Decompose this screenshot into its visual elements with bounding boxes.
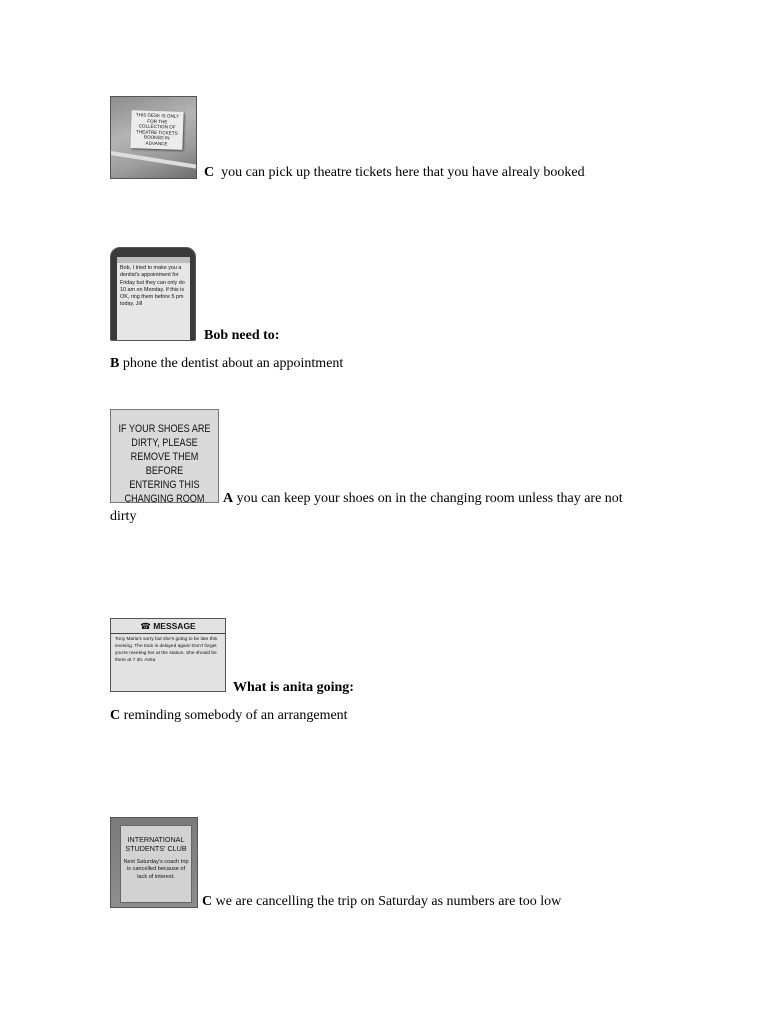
sms-text: Bob, I tried to make you a dentist's appointment for Friday but they can only do 10 am on Monday. If this is OK, ring them before 5 pm today. Jill bbox=[120, 265, 185, 308]
answer-text: we are cancelling the trip on Saturday as numbers are too low bbox=[215, 894, 562, 909]
message-pad-photo bbox=[110, 618, 226, 692]
theatre-desk-sign-photo bbox=[110, 96, 197, 179]
answer-text: you can keep your shoes on in the changing room unless thay are not bbox=[236, 491, 623, 506]
message-header bbox=[111, 619, 225, 634]
answer-letter: C bbox=[202, 894, 213, 909]
notice-paper bbox=[120, 825, 192, 903]
answer-5 bbox=[202, 893, 561, 910]
telephone-icon: ☎ bbox=[140, 621, 151, 631]
message-header-label: MESSAGE bbox=[153, 621, 196, 631]
notice-title: INTERNATIONAL STUDENTS' CLUB bbox=[125, 835, 187, 853]
answer-text: you can pick up theatre tickets here that you have alrealy booked bbox=[221, 165, 585, 180]
sign-text: THIS DESK IS ONLY FOR THE COLLECTION OF THEATRE TICKETS BOOKED IN ADVANCE bbox=[135, 112, 180, 147]
message-text: Tony Maria's sorry but she's going to be late this evening. The train is delayed again! Don't forget you're meeting her at the station. She should be there at 7.30. Anita bbox=[115, 637, 218, 663]
club-notice-photo bbox=[110, 817, 198, 908]
answer-letter: C bbox=[110, 708, 121, 723]
desk-ledge bbox=[110, 150, 197, 173]
answer-text: phone the dentist about an appointment bbox=[122, 356, 344, 371]
answer-1 bbox=[204, 164, 585, 181]
question-4: What is anita going: bbox=[233, 680, 354, 695]
answer-3-continued: dirty bbox=[110, 509, 137, 524]
sign-line: REMOVE THEM BEFORE bbox=[130, 451, 199, 477]
sign-paper bbox=[130, 110, 183, 150]
answer-letter: C bbox=[204, 165, 215, 180]
answer-letter: A bbox=[223, 491, 234, 506]
status-bar bbox=[117, 257, 190, 263]
sign-text bbox=[118, 422, 210, 503]
phone-screen bbox=[117, 257, 190, 341]
answer-4 bbox=[110, 707, 348, 724]
sign-line: CHANGING ROOM bbox=[124, 493, 205, 503]
answer-letter: B bbox=[110, 356, 120, 371]
sign-line: DIRTY, PLEASE bbox=[131, 437, 198, 449]
notice-text: Next Saturday's coach trip is cancelled because of lack of interest. bbox=[123, 859, 189, 880]
answer-text: reminding somebody of an arrangement bbox=[123, 708, 348, 723]
sign-line: IF YOUR SHOES ARE bbox=[118, 423, 211, 435]
shoes-sign-photo bbox=[110, 409, 219, 503]
message-title bbox=[111, 621, 225, 632]
answer-3 bbox=[223, 490, 623, 507]
sign-line: ENTERING THIS bbox=[129, 479, 200, 491]
question-2: Bob need to: bbox=[204, 328, 280, 343]
phone-message-photo bbox=[110, 247, 196, 341]
answer-2 bbox=[110, 355, 343, 372]
